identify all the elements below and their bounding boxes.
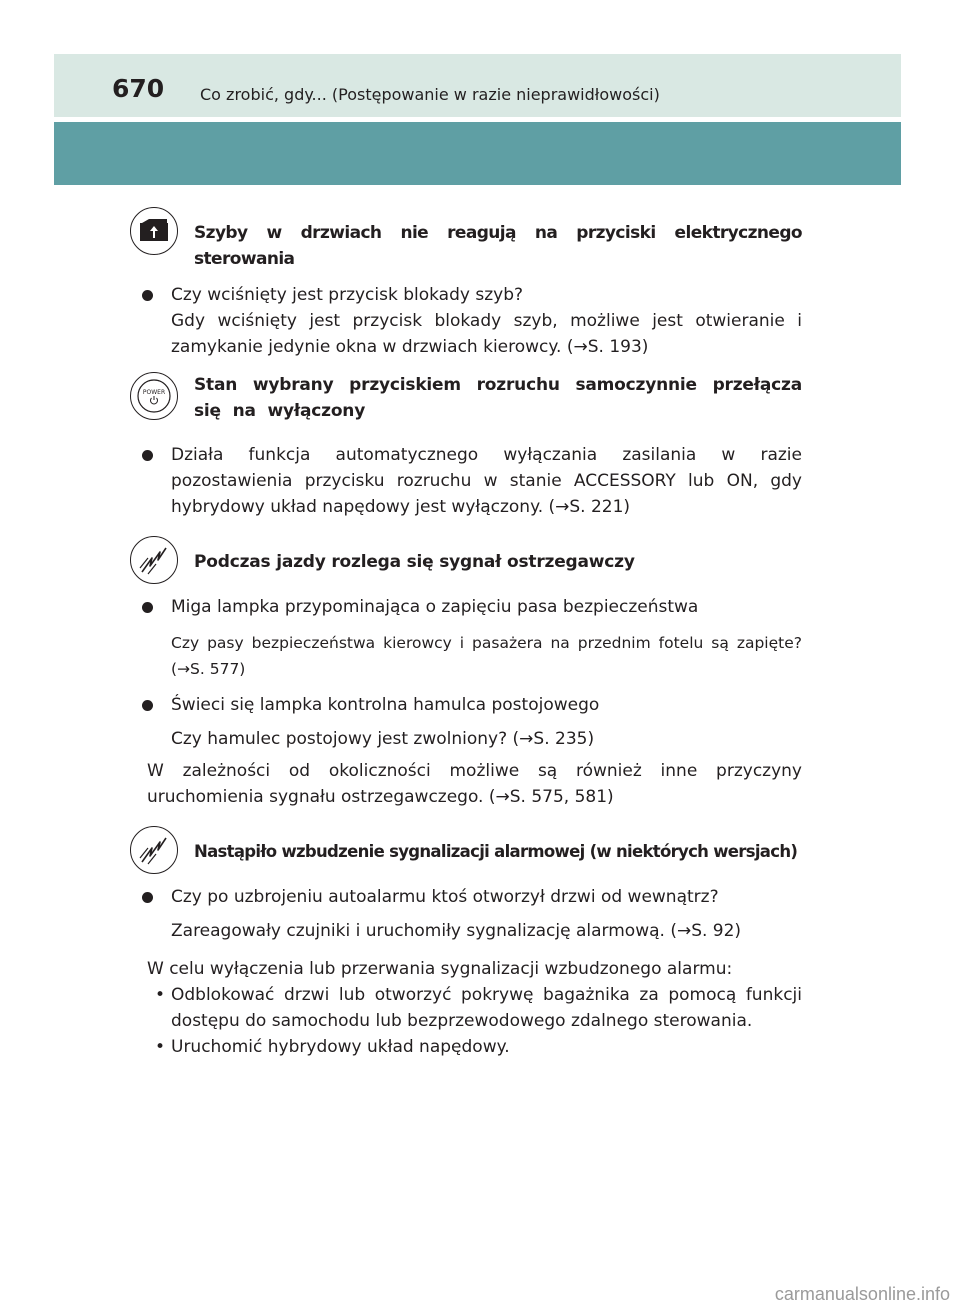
bullet-detail: Zareagowały czujniki i uruchomiły sygnalizację alarmową. (→S. 92) bbox=[171, 921, 742, 941]
power-icon-label: POWER bbox=[142, 389, 166, 396]
alarm-sound-icon bbox=[130, 536, 178, 584]
bullet-question: Świeci się lampka kontrolna hamulca postojowego bbox=[130, 692, 802, 718]
watermark: carmanualsonline.info bbox=[774, 1284, 950, 1304]
section-note: W zależności od okoliczności możliwe są również inne przyczyny uruchomienia sygnału ostrzegawczego. (→S. 575, 581) bbox=[147, 761, 802, 807]
bullet-detail: Czy pasy bezpieczeństwa kierowcy i pasażera na przednim fotelu są zapięte? (→S. 577) bbox=[171, 634, 802, 678]
section-heading bbox=[130, 534, 802, 584]
section-power bbox=[130, 370, 802, 520]
section-note: W celu wyłączenia lub przerwania sygnalizacji wzbudzonego alarmu: bbox=[147, 959, 733, 979]
section-warning-sound bbox=[130, 534, 802, 810]
section-title: Podczas jazdy rozlega się sygnał ostrzegawczy bbox=[194, 552, 635, 572]
list-item: • Uruchomić hybrydowy układ napędowy. bbox=[130, 1034, 802, 1060]
bullet-text: Działa funkcja automatycznego wyłączania zasilania w razie pozostawienia przycisku rozruchu w stanie ACCESSORY lub ON, gdy hybrydowy układ napędowy jest wyłączony. (→S. 221) bbox=[130, 442, 802, 520]
alarm-sound-icon bbox=[130, 826, 178, 874]
bullet-detail: Gdy wciśnięty jest przycisk blokady szyb, możliwe jest otwieranie i zamykanie jedynie okna w drzwiach kierowcy. (→S. 193) bbox=[171, 311, 802, 357]
section-alarm bbox=[130, 824, 802, 1060]
window-switch-icon bbox=[130, 207, 178, 255]
section-title: Szyby w drzwiach nie reagują na przyciski elektrycznego sterowania bbox=[194, 223, 802, 269]
section-banner bbox=[54, 122, 901, 185]
bullet-detail: Czy hamulec postojowy jest zwolniony? (→S. 235) bbox=[171, 729, 595, 749]
page-content bbox=[130, 205, 802, 1060]
list-item: • Odblokować drzwi lub otworzyć pokrywę bagażnika za pomocą funkcji dostępu do samochodu lub bezprzewodowego zdalnego sterowania. bbox=[130, 982, 802, 1034]
bullet-question: Czy wciśnięty jest przycisk blokady szyb? bbox=[130, 282, 802, 308]
section-heading bbox=[130, 370, 802, 424]
section-title: Nastąpiło wzbudzenie sygnalizacji alarmowej (w niektórych wersjach) bbox=[194, 842, 798, 861]
bullet-question: Czy po uzbrojeniu autoalarmu ktoś otworzył drzwi od wewnątrz? bbox=[130, 884, 802, 910]
section-window bbox=[130, 205, 802, 360]
section-title: Stan wybrany przyciskiem rozruchu samoczynnie przełącza się na wyłączony bbox=[194, 375, 802, 421]
page-number: 670 bbox=[112, 74, 165, 103]
running-title: Co zrobić, gdy... (Postępowanie w razie nieprawidłowości) bbox=[200, 85, 660, 104]
bullet-question: Miga lampka przypominająca o zapięciu pasa bezpieczeństwa bbox=[130, 594, 802, 620]
power-button-icon bbox=[130, 372, 178, 420]
section-heading bbox=[130, 824, 802, 874]
section-heading bbox=[130, 205, 802, 272]
